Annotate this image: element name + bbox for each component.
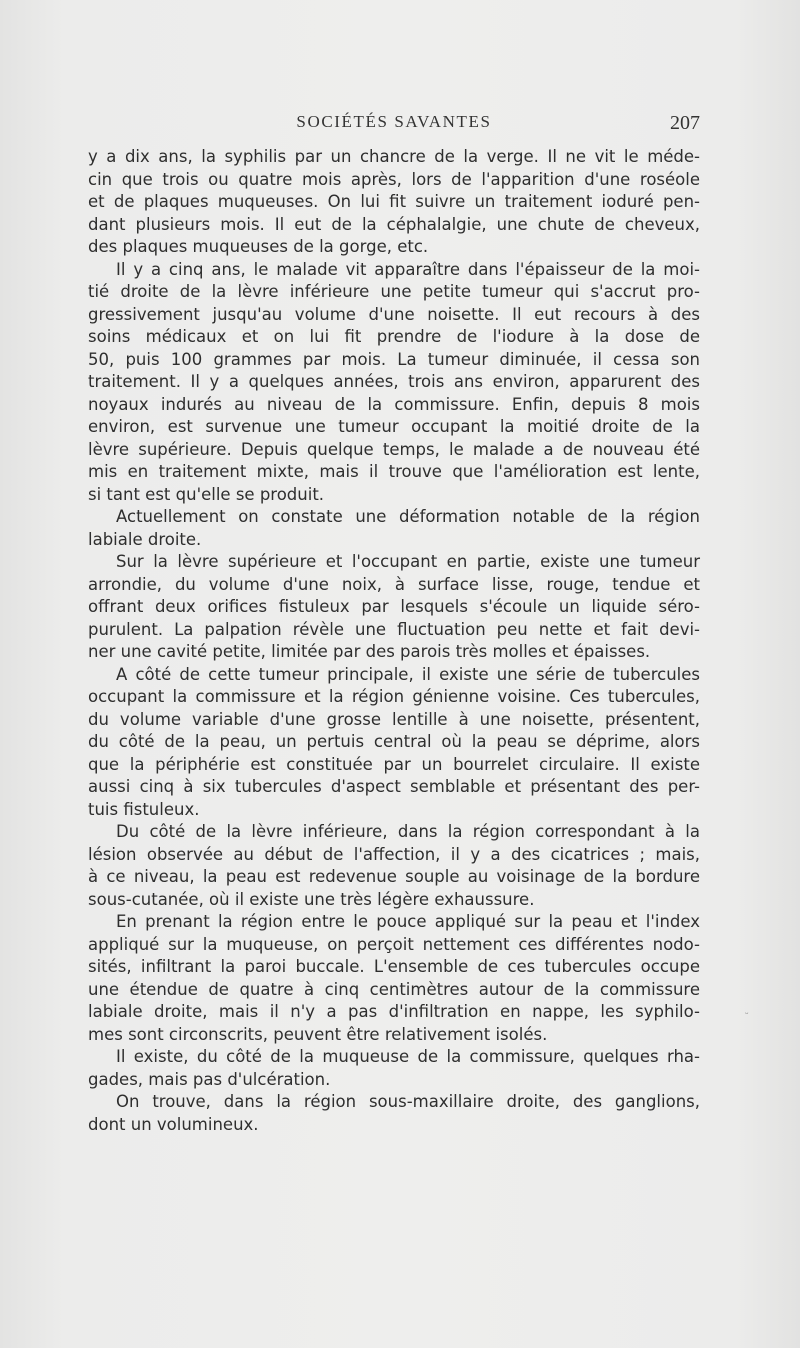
paragraph	[88, 551, 700, 664]
text-line: Il existe, du côté de la muqueuse de la commissure, quelques rha-	[116, 1047, 700, 1066]
text-line: cin que trois ou quatre mois après, lors de l'apparition d'une roséole	[88, 169, 700, 189]
paragraph	[88, 664, 700, 822]
text-line: occupant la commissure et la région génienne voisine. Ces tubercules,	[88, 687, 700, 706]
body-text	[88, 146, 700, 1136]
text-line: labiale droite, mais il n'y a pas d'infiltration en nappe, les syphilo-	[88, 1002, 700, 1021]
text-line: gressivement jusqu'au volume d'une noisette. Il eut recours à des	[88, 304, 700, 324]
text-line: noyaux indurés au niveau de la commissure. Enfin, depuis 8 mois	[88, 394, 700, 414]
text-line: sités, infiltrant la paroi buccale. L'ensemble de ces tubercules occupe	[88, 957, 700, 976]
text-line: du volume variable d'une grosse lentille à une noisette, présentent,	[88, 709, 700, 729]
paragraph	[88, 911, 700, 1046]
page-header	[88, 112, 700, 140]
paragraph	[88, 1046, 700, 1091]
paragraph	[88, 1091, 700, 1136]
text-line: Sur la lèvre supérieure et l'occupant en partie, existe une tumeur	[116, 552, 700, 571]
text-line: du côté de la peau, un pertuis central où la peau se déprime, alors	[88, 732, 700, 751]
text-line: tié droite de la lèvre inférieure une petite tumeur qui s'accrut pro-	[88, 282, 700, 301]
running-title: SOCIÉTÉS SAVANTES	[296, 112, 492, 131]
text-line: appliqué sur la muqueuse, on perçoit nettement ces différentes nodo-	[88, 934, 700, 954]
text-line: à ce niveau, la peau est redevenue souple au voisinage de la bordure	[88, 867, 700, 886]
text-line: traitement. Il y a quelques années, trois ans environ, apparurent des	[88, 372, 700, 391]
text-line: et de plaques muqueuses. On lui fit suivre un traitement ioduré pen-	[88, 192, 700, 211]
text-line: si tant est qu'elle se produit.	[88, 484, 325, 504]
text-line: A côté de cette tumeur principale, il existe une série de tubercules	[116, 664, 700, 684]
paragraph	[88, 506, 700, 551]
text-line: mes sont circonscrits, peuvent être relativement isolés.	[88, 1024, 548, 1044]
text-line: Du côté de la lèvre inférieure, dans la région correspondant à la	[116, 822, 700, 841]
text-line: lèvre supérieure. Depuis quelque temps, le malade a de nouveau été	[88, 439, 700, 459]
text-line: environ, est survenue une tumeur occupant la moitié droite de la	[88, 417, 700, 436]
text-line: sous-cutanée, où il existe une très légère exhaussure.	[88, 889, 535, 909]
text-line: y a dix ans, la syphilis par un chancre de la verge. Il ne vit le méde-	[88, 147, 700, 166]
text-line: 50, puis 100 grammes par mois. La tumeur diminuée, il cessa son	[88, 349, 700, 369]
page-number: 207	[670, 112, 700, 134]
text-line: ner une cavité petite, limitée par des parois très molles et épaisses.	[88, 642, 651, 661]
text-line: On trouve, dans la région sous-maxillaire droite, des ganglions,	[116, 1092, 700, 1111]
text-line: dant plusieurs mois. Il eut de la céphalalgie, une chute de cheveux,	[88, 214, 700, 234]
text-line: Actuellement on constate une déformation notable de la région	[116, 507, 700, 526]
text-line: offrant deux orifices fistuleux par lesquels s'écoule un liquide séro-	[88, 597, 700, 616]
paragraph	[88, 146, 700, 259]
paragraph	[88, 821, 700, 911]
text-line: arrondie, du volume d'une noix, à surface lisse, rouge, tendue et	[88, 574, 700, 594]
text-line: que la périphérie est constituée par un bourrelet circulaire. Il existe	[88, 754, 700, 774]
text-line: dont un volumineux.	[88, 1114, 259, 1134]
text-line: une étendue de quatre à cinq centimètres autour de la commissure	[88, 979, 700, 999]
text-line: lésion observée au début de l'affection, il y a des cicatrices ; mais,	[88, 844, 700, 864]
text-line: purulent. La palpation révèle une fluctuation peu nette et fait devi-	[88, 619, 700, 639]
text-line: Il y a cinq ans, le malade vit apparaître dans l'épaisseur de la moi-	[116, 259, 700, 279]
text-line: des plaques muqueuses de la gorge, etc.	[88, 237, 429, 256]
paragraph	[88, 259, 700, 507]
text-line: tuis fistuleux.	[88, 799, 200, 819]
print-speck: ᵕ	[745, 1010, 749, 1020]
text-line: labiale droite.	[88, 529, 202, 549]
text-line: aussi cinq à six tubercules d'aspect semblable et présentant des per-	[88, 777, 700, 796]
text-line: soins médicaux et on lui fit prendre de l'iodure à la dose de	[88, 327, 700, 346]
text-line: mis en traitement mixte, mais il trouve que l'amélioration est lente,	[88, 462, 700, 481]
text-line: gades, mais pas d'ulcération.	[88, 1069, 331, 1089]
text-line: En prenant la région entre le pouce appliqué sur la peau et l'index	[116, 912, 700, 931]
